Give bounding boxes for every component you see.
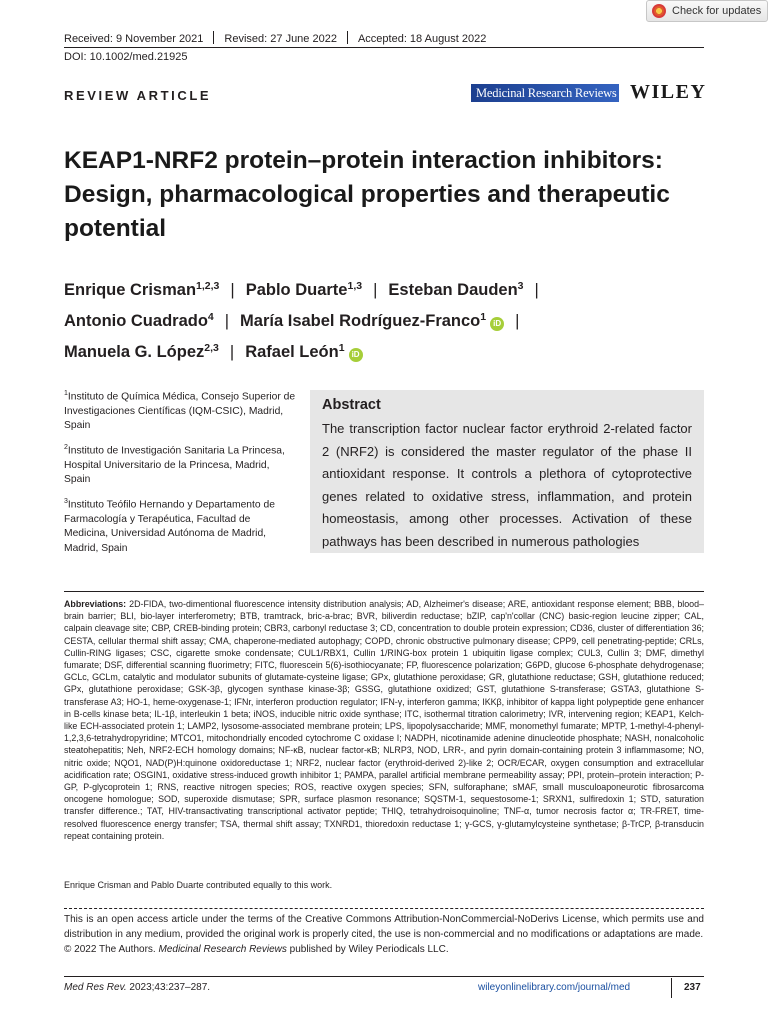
article-title: KEAP1-NRF2 protein–protein interaction inhibitors: Design, pharmacological properties and therapeutic potential [64, 147, 670, 242]
author-separator: | [373, 281, 378, 299]
author-name[interactable]: Esteban Dauden [388, 281, 518, 299]
author-affiliation-marker: 1 [480, 311, 487, 323]
author-name[interactable]: Enrique Crisman [64, 281, 197, 299]
abbreviations-label: Abbreviations: [64, 599, 127, 609]
copyright-line [64, 942, 704, 957]
author-name[interactable]: Pablo Duarte [245, 281, 348, 299]
crossmark-icon [652, 4, 666, 18]
copyright-prefix: © 2022 The Authors. [64, 944, 156, 955]
footer-citation-text: 2023;43:237–287. [129, 982, 211, 993]
author-name[interactable]: Rafael León [245, 343, 339, 361]
author-affiliation-marker: 2,3 [204, 342, 219, 354]
author-separator: | [224, 312, 230, 330]
article-type: REVIEW ARTICLE [64, 88, 212, 103]
author-affiliation-marker: 1,3 [347, 280, 363, 292]
license-text: This is an open access article under the terms of the Creative Commons Attribution-NonCommercial-NoDerivs License, which permits use and distribution in any medium, provided the original work is properly cited, the use is non-commercial and no modifications or adaptations are made. [64, 914, 704, 940]
abbreviations-text: 2D-FIDA, two-dimentional fluorescence intensity distribution analysis; AD, Alzheimer's disease; ARE, antioxidant response element; BBB, blood–brain barrier; BLI, bio-layer interferometry; BTB, tramtrack, bric-a-brac; BVR, biliverdin reductase; bZIP, cap'n'collar (CNC) basic-region leucine zipper; CAL, calpain cleavage site; CBP, CREB-binding protein; CBR3, carbonyl reductase 3; CD, concentration to double protein expression; CD36, cluster of differentiation 36; CESTA, cellular thermal shift assay; CMA, chaperone-mediated autophagy; COPD, chronic obstructive pulmonary disease; CPP9, cell penetrating-peptide; CRLs, Cullin-RING ligases; CSC, cigarette smoke condensate; CUL1/RBX1, Cullin 1/RING-box protein 1 ubiquitin ligase complex; CUL3, Cullin 3; DMF, dimethyl fumarate; DSF, differential scanning fluorimetry; FITC, fluorescein 5(6)-isothiocyanate; FP, fluorescence polarization; G6PD, glucose 6-phosphate dehydrogenase; GCLc, GCLm, catalytic and modulator subunits of glutamate-cysteine ligase; GPx, glutathione peroxidase; GR, glutathione reductase; GSH, glutathione reduced; GPx, glutathione peroxidase; GSK-3β, glycogen synthase kinase-3β; GSSG, glutathione oxidized; GST, glutathione S-transferase; GSTA3, glutathione S-transferase A3; HO-1, heme-oxygenase-1; IFNr, interferon production regulator; IFN-γ, interferon gamma; IKKβ, inhibitor of kappa light polypeptide gene enhancer in B-cells kinase beta; IL-1β, interleukin 1 beta; iNOS, inducible nitric oxide synthase; ITC, isothermal titration calorimetry; IVR, intervening region; KEAP1, Kelch-like ECH-associated protein 1; LAMP2, lysosome-associated membrane protein; LPS, lipopolysaccharide; MMF, monomethyl fumarate; MPTP, 1-methyl-4-phenyl-1,2,3,6-tetrahydropyridine; MTCO1, mitochondrially encoded cytochrome C oxidase I; NADPH, nicotinamide adenine dinucleotide phosphate; NASH, nonalcoholic steatohepatitis; Neh, NRF2-ECH homology domains; NF-κB, nuclear factor-κB; NLRP3, NOD, LRR-, and pyrin domain-containing protein 3 inflammasome; NO, nitric oxide; NQO1, NAD(P)H:quinone oxidoreductase 1; NRF2, nuclear factor (erythroid-derived 2)-like 2; OCR/ECAR, oxygen consumption and extracellular acidification rate; OSGIN1, oxidative stress-induced growth inhibitor 1; PAMPA, parallel artificial membrane permeability assay; PPI, protein–protein interaction; P-GP, P-glycoprotein 1; RNS, reactive nitrogen species; ROS, reactive oxygen species; SFN, sulforaphane; sMAF, small musculoaponeurotic fibrosarcoma oncogene homologue; SOD, superoxide dismutase; SPR, surface plasmon resonance; SQSTM-1, sequestosome-1; SRXN1, sulfiredoxin 1; STD, saturation transfer difference.; TAT, HIV-transactivating transcriptional activator peptide; THIQ, tetrahydroisoquinoline; TNF-α, tumor necrosis factor α; TR-FRET, time-resolved fluorescence energy transfer; TSA, thermal shift assay; TXNRD1, thioredoxin reductase 1; γ-GCS, γ-glutamylcysteine synthetase; β-TrCP, β-transducin repeat containing protein. [64, 599, 705, 841]
author-name[interactable]: Antonio Cuadrado [64, 312, 208, 330]
footer-journal: Med Res Rev. [64, 982, 127, 993]
affiliation-number: 1 [64, 390, 68, 397]
orcid-icon[interactable]: iD [349, 348, 363, 362]
accepted-date: Accepted: 18 August 2022 [357, 33, 487, 45]
affiliation-number: 2 [64, 443, 68, 451]
publisher-logo[interactable]: WILEY [630, 81, 707, 103]
author-name[interactable]: María Isabel Rodríguez-Franco [240, 312, 481, 330]
section-rule [64, 591, 704, 592]
footer-journal-link[interactable]: wileyonlinelibrary.com/journal/med [478, 982, 631, 993]
author-separator: | [229, 343, 235, 361]
divider [347, 31, 348, 44]
header-rule [64, 47, 704, 48]
divider [213, 31, 214, 44]
contribution-note: Enrique Crisman and Pablo Duarte contributed equally to this work. [64, 880, 333, 890]
abbreviations [64, 598, 704, 842]
copyright-suffix: published by Wiley Periodicals LLC. [289, 944, 449, 955]
abstract-box [310, 390, 704, 553]
orcid-icon[interactable]: iD [490, 317, 504, 331]
journal-logo[interactable]: Medicinal Research Reviews [471, 84, 619, 102]
affiliation [64, 387, 296, 434]
received-date: Received: 9 November 2021 [64, 33, 204, 45]
abstract-heading: Abstract [322, 397, 381, 413]
affiliation [64, 441, 296, 488]
author-separator: | [534, 281, 539, 299]
abstract-text: The transcription factor nuclear factor erythroid 2-related factor 2 (NRF2) is considered the master regulator of the phase II antioxidant response. It controls a plethora of cytoprotective genes related to oxidative stress, inflammation, and protein homeostasis, among other processes. Activation of these pathways has been described in numerous pathologies [322, 421, 692, 549]
affiliation-text: Instituto de Investigación Sanitaria La Princesa, Hospital Universitario de la Princesa, Madrid, Spain [64, 445, 285, 486]
author-name[interactable]: Manuela G. López [64, 343, 205, 361]
affiliation-text: Instituto de Química Médica, Consejo Superior de Investigaciones Científicas (IQM-CSIC), Madrid, Spain [64, 391, 296, 432]
author-affiliation-marker: 1 [338, 342, 345, 354]
check-for-updates-button[interactable] [646, 0, 768, 22]
page-number: 237 [684, 982, 701, 993]
author-separator: | [230, 281, 235, 299]
author-separator: | [515, 312, 520, 330]
author-line [64, 335, 724, 366]
author-affiliation-marker: 3 [517, 280, 524, 292]
footer-citation [64, 982, 210, 993]
affiliation-number: 3 [64, 497, 68, 505]
affiliations [64, 387, 296, 563]
author-affiliation-marker: 4 [207, 311, 214, 323]
copyright-journal: Medicinal Research Reviews [158, 944, 287, 955]
doi[interactable]: DOI: 10.1002/med.21925 [64, 51, 188, 63]
footer-divider [671, 978, 672, 998]
license-rule [64, 908, 704, 909]
author-line [64, 273, 724, 304]
author-affiliation-marker: 1,2,3 [196, 280, 220, 292]
revised-date: Revised: 27 June 2022 [224, 33, 337, 45]
check-for-updates-label: Check for updates [672, 5, 762, 17]
author-line [64, 304, 724, 335]
affiliation-text: Instituto Teófilo Hernando y Departamento de Farmacología y Terapéutica, Facultad de Medicina, Universidad Autónoma de Madrid, Madrid, Spain [64, 499, 275, 554]
author-list [64, 273, 724, 366]
license-block [64, 912, 704, 957]
article-dates [64, 31, 486, 45]
affiliation [64, 495, 296, 556]
footer-rule [64, 976, 704, 977]
